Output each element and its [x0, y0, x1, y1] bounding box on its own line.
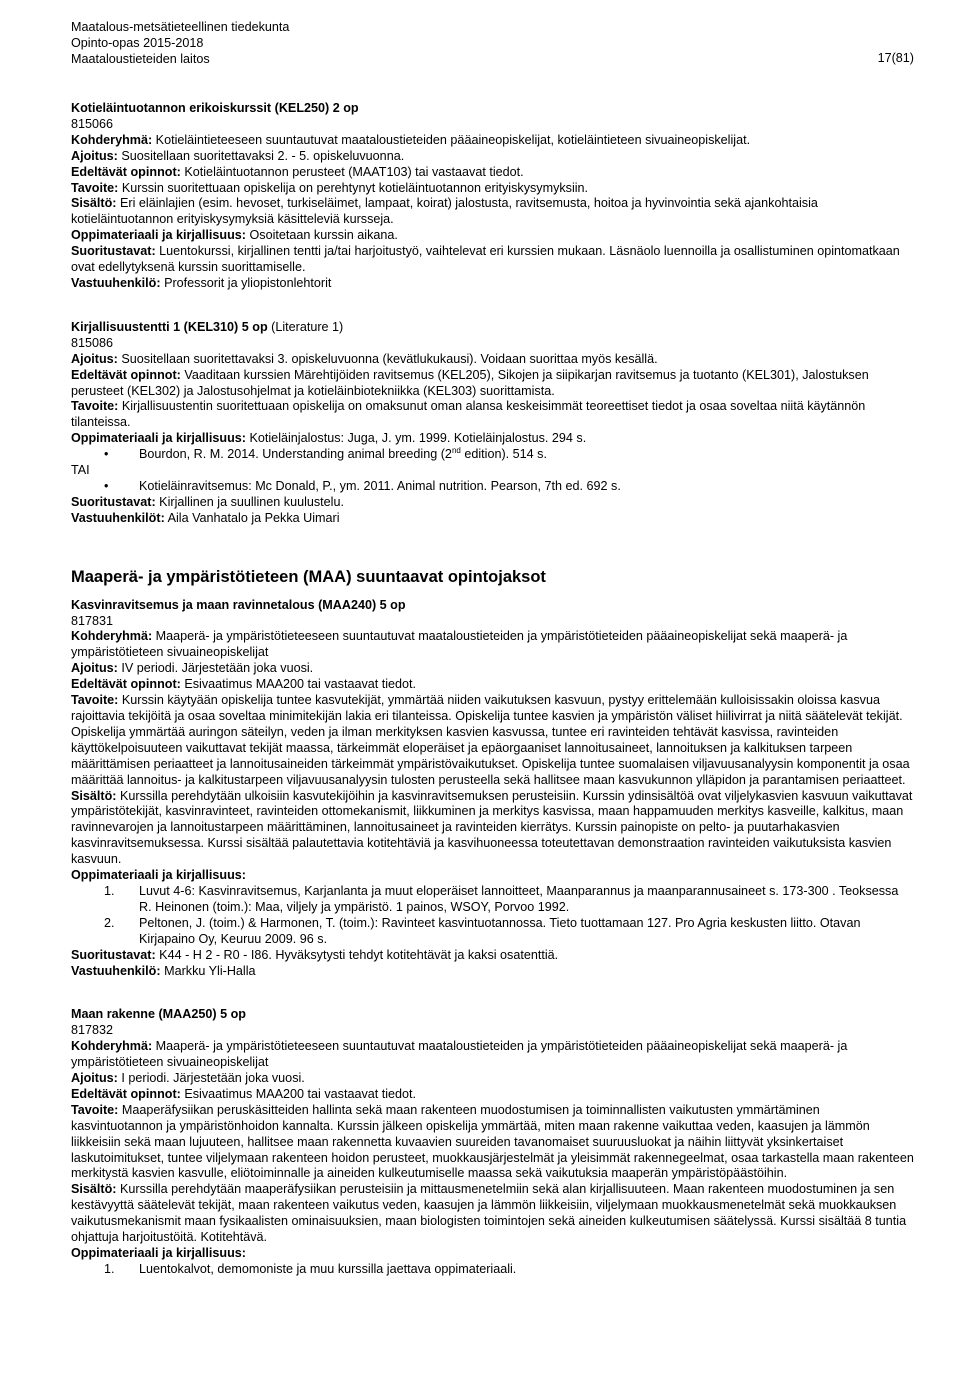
field-edeltavat: [71, 677, 914, 693]
field-suoritustavat: [71, 495, 914, 511]
field-oppimateriaali: [71, 431, 914, 447]
list-item: 1. Luvut 4-6: Kasvinravitsemus, Karjanlanta ja muut eloperäiset lannoitteet, Maanparannus ja maanparannusaineet s. 173-300 . Teoksessa R. Heinonen (toim.): Maa, viljely ja ympäristö. 1 painos, WSOY, Porvoo 1992.: [104, 883, 899, 914]
field-label: Tavoite:: [71, 180, 119, 195]
course-code: 815086: [71, 335, 114, 350]
field-value: Markku Yli-Halla: [160, 963, 256, 978]
field-label: Tavoite:: [71, 399, 119, 414]
field-edeltavat: [71, 1087, 914, 1103]
field-oppimateriaali: [71, 228, 914, 244]
field-vastuuhenkilo: [71, 964, 914, 980]
field-label: Vastuuhenkilö:: [71, 963, 161, 978]
field-value: Suositellaan suoritettavaksi 2. - 5. opiskeluvuonna.: [117, 148, 405, 163]
field-value: I periodi. Järjestetään joka vuosi.: [117, 1071, 305, 1086]
field-label: Edeltävät opinnot:: [71, 1086, 181, 1101]
course-title: Kotieläintuotannon erikoiskurssit (KEL250) 2 op: [71, 101, 359, 115]
field-value: Kotieläintieteeseen suuntautuvat maataloustieteiden pääaineopiskelijat, kotieläintieteen sivuaineopiskelijat.: [152, 132, 751, 147]
header-faculty: Maatalous-metsätieteellinen tiedekunta: [71, 20, 290, 34]
field-tavoite: [71, 693, 914, 788]
field-value: Osoitetaan kurssin aikana.: [245, 228, 398, 243]
course-maa240: [71, 598, 914, 980]
field-value: Kirjallisuustentin suoritettuaan opiskelija on omaksunut oman alansa keskeisimmät teoreettiset tiedot ja osaa soveltaa niitä käytännön tilanteissa.: [71, 399, 866, 430]
field-label: Ajoitus:: [71, 148, 118, 163]
field-ajoitus: [71, 1071, 914, 1087]
field-label: Suoritustavat:: [71, 494, 156, 509]
course-title-main: Kirjallisuustentti 1 (KEL310) 5 op: [71, 319, 268, 334]
course-kel250: [71, 101, 914, 292]
field-label: Oppimateriaali ja kirjallisuus:: [71, 431, 246, 446]
literature-list: [71, 447, 914, 463]
field-suoritustavat: [71, 244, 914, 276]
field-label: Oppimateriaali ja kirjallisuus:: [71, 1246, 246, 1260]
field-label: Edeltävät opinnot:: [71, 164, 181, 179]
field-value: Esivaatimus MAA200 tai vastaavat tiedot.: [180, 1086, 417, 1101]
field-ajoitus: [71, 352, 914, 368]
course-title: Kasvinravitsemus ja maan ravinnetalous (MAA240) 5 op: [71, 597, 406, 612]
field-value: Kotieläinjalostus: Juga, J. ym. 1999. Kotieläinjalostus. 294 s.: [245, 431, 587, 446]
field-label: Edeltävät opinnot:: [71, 367, 181, 382]
field-tavoite: [71, 1103, 914, 1183]
field-edeltavat: [71, 165, 914, 181]
field-label: Ajoitus:: [71, 1071, 118, 1086]
literature-list: [71, 884, 914, 948]
course-code: 815066: [71, 116, 114, 131]
field-label: Ajoitus:: [71, 661, 118, 676]
field-tavoite: [71, 399, 914, 431]
field-label: Tavoite:: [71, 1102, 119, 1117]
field-value: Kirjallinen ja suullinen kuulustelu.: [155, 494, 344, 509]
field-tavoite: [71, 181, 914, 197]
field-sisalto: [71, 1182, 914, 1246]
field-value: Esivaatimus MAA200 tai vastaavat tiedot.: [180, 677, 417, 692]
field-label: Kohderyhmä:: [71, 629, 153, 644]
page-header: [71, 19, 914, 67]
field-value: Kurssin suoritettuaan opiskelija on perehtynyt kotieläintuotannon erityiskysymyksiin.: [118, 180, 589, 195]
literature-list: [71, 1262, 914, 1278]
list-item: • Kotieläinravitsemus: Mc Donald, P., ym. 2011. Animal nutrition. Pearson, 7th ed. 692 s.: [104, 479, 914, 495]
field-value: Eri eläinlajien (esim. hevoset, turkiseläimet, lampaat, koirat) jalostusta, ravitsemusta, hoitoa ja hyvinvointia sekä ajankohtaisia kotieläintuotannon erityiskysymyksiä käsitteleviä kursseja.: [71, 196, 818, 227]
field-value: Kurssilla perehdytään maaperäfysiikan perusteisiin ja mittausmenetelmiin sekä alan kirjallisuuteen. Maan rakenteen muodostuminen ja sen kestävyyttä säätelevät tekijät, maan rakenteen vaikutus veden, kaasujen ja lämmön liikkeisiin, viljelymaan muokkausmenetelmät sekä muokkauksen vaikutusmekanismit maan fysikaalisten ominaisuuksien, maan biologisten toimintojen sekä aineiden kulkeutumisen säätelyssä. Kurssi sisältää 8 tuntia ohjattuja harjoitustöitä. Kotitehtävä.: [71, 1182, 907, 1245]
field-label: Tavoite:: [71, 693, 119, 708]
literature-list: [71, 479, 914, 495]
field-label: Vastuuhenkilö:: [71, 275, 161, 290]
field-value: Kurssilla perehdytään ulkoisiin kasvutekijöihin ja kasvinravitsemuksen perusteisiin. Kurssin ydinsisältöä ovat viljelykasvien kasvuun vaikuttavat ympäristötekijät, kasvinravinteet, ravinteiden ottomekanismit, liikkuminen ja merkitys kasvissa, maan happamuuden merkitys kasveille, kalkitus, maan ravinnevarojen ja lannoitustarpeen määrittäminen, lannoitusaineet ja ravinteiden kierrätys. Kurssin painopiste on pelto- ja puutarhakasvien kasvinravitsemuksessa. Kurssi sisältää palautettavia kotitehtäviä ja kasvihuoneessa toteutettavan demonstraation ravinteiden vaikutuksista kasvien kasvuun.: [71, 788, 913, 867]
field-label: Sisältö:: [71, 788, 117, 803]
field-sisalto: [71, 789, 914, 869]
field-label: Vastuuhenkilöt:: [71, 510, 165, 525]
field-value: Suositellaan suoritettavaksi 3. opiskeluvuonna (kevätlukukausi). Voidaan suorittaa myös kesällä.: [117, 351, 658, 366]
field-value: Vaaditaan kurssien Märehtijöiden ravitsemus (KEL205), Sikojen ja siipikarjan ravitsemus ja tuotanto (KEL301), Jalostuksen perusteet (KEL302) ja Jalostusohjelmat ja kotieläinbiotekniikka (KEL303) suorittamista.: [71, 367, 869, 398]
course-title: [71, 320, 914, 336]
course-kel310: [71, 320, 914, 527]
course-maa250: [71, 1007, 914, 1277]
or-separator: TAI: [71, 463, 90, 478]
page-number: 17(81): [877, 51, 914, 65]
field-value: Kotieläintuotannon perusteet (MAAT103) tai vastaavat tiedot.: [180, 164, 524, 179]
field-kohderyhma: [71, 629, 914, 661]
field-ajoitus: [71, 661, 914, 677]
course-title-extra: (Literature 1): [267, 319, 344, 334]
field-value: IV periodi. Järjestetään joka vuosi.: [117, 661, 314, 676]
field-kohderyhma: [71, 1039, 914, 1071]
field-oppimateriaali: [71, 868, 914, 884]
field-label: Suoritustavat:: [71, 947, 156, 962]
course-title: Maan rakenne (MAA250) 5 op: [71, 1007, 246, 1022]
field-oppimateriaali: [71, 1246, 914, 1262]
field-label: Oppimateriaali ja kirjallisuus:: [71, 228, 246, 243]
field-value: K44 - H 2 - R0 - I86. Hyväksytysti tehdyt kotitehtävät ja kaksi osatenttiä.: [155, 947, 559, 962]
list-item: 1. Luentokalvot, demomoniste ja muu kurssilla jaettava oppimateriaali.: [104, 1261, 517, 1276]
field-value: Aila Vanhatalo ja Pekka Uimari: [164, 510, 340, 525]
field-label: Suoritustavat:: [71, 244, 156, 259]
field-label: Kohderyhmä:: [71, 1039, 153, 1054]
list-item: 2. Peltonen, J. (toim.) & Harmonen, T. (toim.): Ravinteet kasvintuotannossa. Tieto tuottamaan 127. Pro Agria keskusten liitto. Otavan Kirjapaino Oy, Keuruu 2009. 96 s.: [104, 915, 861, 946]
section-title: Maaperä- ja ympäristötieteen (MAA) suuntaavat opintojaksot: [71, 567, 546, 586]
field-value: Kurssin käytyään opiskelija tuntee kasvutekijät, ymmärtää niiden vaikutuksen kasvuun, pystyy erittelemään kulloisissakin oloissa kasvua rajoittavia tekijöitä ja osaa soveltaa minimitekijän lakia eri tilanteissa. Opiskelija tuntee kasvien ja ympäristön väliset hiilivirrat ja niitä säätelevät tekijät. Opiskelija ymmärtää auringon säteilyn, veden ja ilman merkityksen kasvien kasvussa, tuntee eri ravinteiden tehtävät kasvissa, ravinteiden käyttökelpoisuuteen vaikuttavat tekijät maassa, tärkeimmät eloperäiset ja epäorgaaniset lannoitusaineet, lannoituksen ja kalkituksen tarpeen määrittämisen periaatteet ja lannoitusaineiden tärkeimmät ympäristövaikutukset. Opiskelija tuntee suomalaisen viljavuusanalyysin komponentit ja osaa määrittää lannoitus- ja kalkitustarpeen viljavuusanalyysin tulosten perusteella sekä hallitsee maan kasvukunnon ylläpidon ja parantamisen periaatteet.: [71, 693, 910, 787]
course-code: 817832: [71, 1023, 114, 1038]
field-value: Maaperä- ja ympäristötieteeseen suuntautuvat maataloustieteiden ja ympäristötieteiden pääaineopiskelijat sekä maaperä- ja ympäristötieteen sivuaineopiskelijat: [71, 629, 848, 660]
field-value: Maaperäfysiikan peruskäsitteiden hallinta sekä maan rakenteen muodostumisen ja toiminnallisten vaikutusten ymmärtäminen kasvintuotannon ja ympäristönhoidon kannalta. Kurssin jälkeen opiskelija ymmärtää, miten maan rakenne vaikuttaa veden, kaasujen ja lämmön liikkeisiin sekä maan lujuuteen, hallitsee maan rakennetta kuvaavien suureiden tavanomaiset suuruusluokat ja näihin liittyvät yksinkertaiset laskutoimitukset, tuntee viljelymaan rakenteen hoidon perusteet, muokkausjärjestelmät ja yleisimmät rakennegeelmat, osaa tarkastella maan rakenteen merkitystä kasvien kasvulle, eliötoiminnalle ja aineiden kulkeutumiselle maassa sekä vaikutuksia maaperän ympäristöpäästöihin.: [71, 1102, 914, 1181]
header-department: Maataloustieteiden laitos: [71, 52, 210, 66]
field-value: Maaperä- ja ympäristötieteeseen suuntautuvat maataloustieteiden ja ympäristötieteiden pääaineopiskelijat sekä maaperä- ja ympäristötieteen sivuaineopiskelijat: [71, 1039, 848, 1070]
field-label: Edeltävät opinnot:: [71, 677, 181, 692]
list-item: • Bourdon, R. M. 2014. Understanding animal breeding (2nd edition). 514 s.: [104, 447, 914, 463]
field-vastuuhenkilo: [71, 276, 914, 292]
field-ajoitus: [71, 149, 914, 165]
header-guide: Opinto-opas 2015-2018: [71, 36, 204, 50]
field-edeltavat: [71, 368, 914, 400]
field-kohderyhma: [71, 133, 914, 149]
field-label: Ajoitus:: [71, 351, 118, 366]
field-value: Luentokurssi, kirjallinen tentti ja/tai harjoitustyö, vaihtelevat eri kurssien mukaan. Läsnäolo luennoilla ja osallistuminen opintomatkaan ovat edellytyksenä kurssin suorittamiselle.: [71, 244, 900, 275]
field-label: Oppimateriaali ja kirjallisuus:: [71, 868, 246, 883]
field-label: Sisältö:: [71, 1182, 117, 1197]
field-sisalto: [71, 196, 914, 228]
field-label: Sisältö:: [71, 196, 117, 211]
field-label: Kohderyhmä:: [71, 132, 153, 147]
field-vastuuhenkilot: [71, 511, 914, 527]
field-suoritustavat: [71, 948, 914, 964]
field-value: Professorit ja yliopistonlehtorit: [160, 275, 332, 290]
course-code: 817831: [71, 613, 114, 628]
